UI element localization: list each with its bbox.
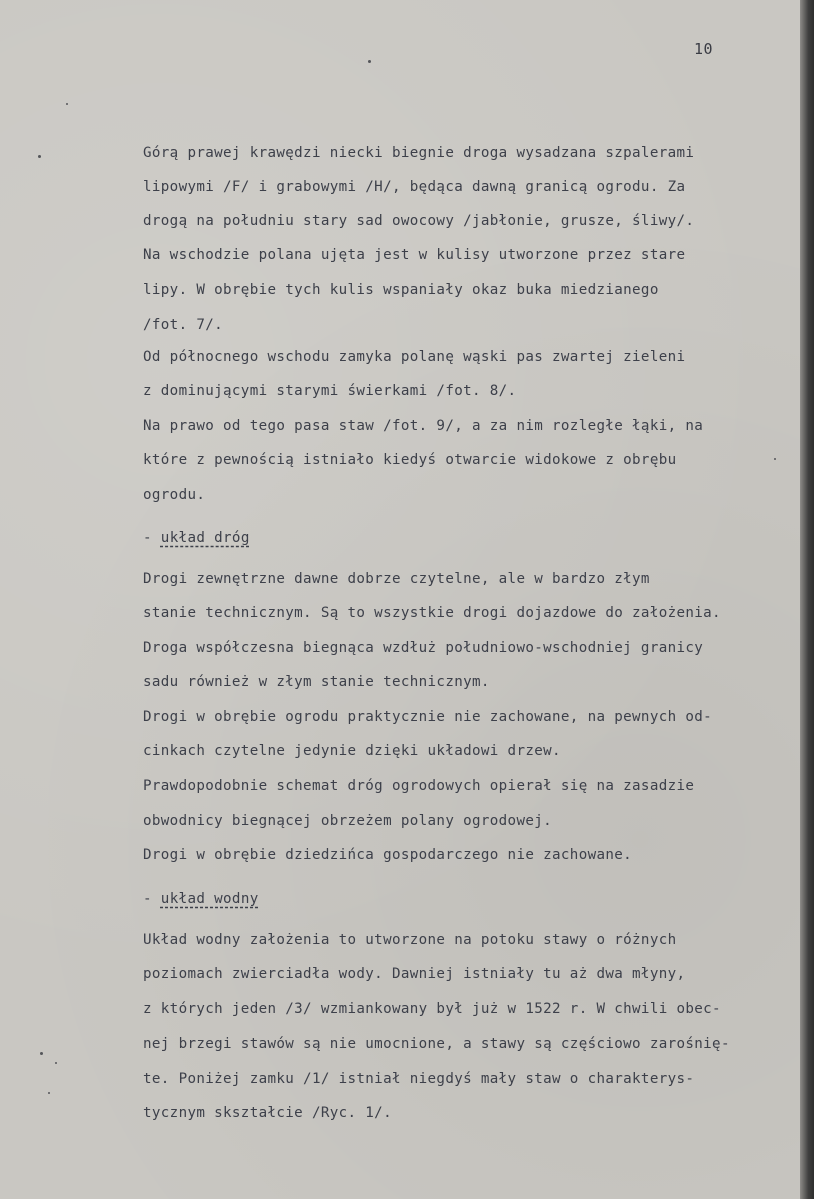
text-line: lipy. W obrębie tych kulis wspaniały okaz buka miedzianego	[143, 282, 659, 298]
section-heading-roads	[143, 530, 250, 546]
text-line: stanie technicznym. Są to wszystkie drogi dojazdowe do założenia.	[143, 605, 721, 621]
text-line: /fot. 7/.	[143, 317, 224, 333]
text-line: Drogi w obrębie ogrodu praktycznie nie zachowane, na pewnych od-	[143, 709, 713, 725]
text-line: Na prawo od tego pasa staw /fot. 9/, a za nim rozległe łąki, na	[143, 418, 704, 434]
text-line: Układ wodny założenia to utworzone na potoku stawy o różnych	[143, 932, 677, 948]
text-line: drogą na południu stary sad owocowy /jabłonie, grusze, śliwy/.	[143, 213, 695, 229]
text-line: Na wschodzie polana ujęta jest w kulisy utworzone przez stare	[143, 247, 686, 263]
text-line: sadu również w złym stanie technicznym.	[143, 674, 490, 690]
text-line: nej brzegi stawów są nie umocnione, a stawy są częściowo zarośnię-	[143, 1036, 730, 1052]
text-line: Od północnego wschodu zamyka polanę wąski pas zwartej zieleni	[143, 349, 686, 365]
page-number: 10	[694, 40, 714, 58]
text-line: które z pewnością istniało kiedyś otwarcie widokowe z obrębu	[143, 452, 677, 468]
text-line: Drogi zewnętrzne dawne dobrze czytelne, ale w bardzo złym	[143, 571, 650, 587]
paper-speck	[55, 1062, 57, 1064]
text-line: cinkach czytelne jedynie dzięki układowi drzew.	[143, 743, 561, 759]
text-line: Drogi w obrębie dziedzińca gospodarczego nie zachowane.	[143, 847, 633, 863]
heading-title: układ wodny	[160, 891, 259, 907]
text-line: Prawdopodobnie schemat dróg ogrodowych opierał się na zasadzie	[143, 778, 695, 794]
paper-speck	[48, 1092, 50, 1094]
text-line: te. Poniżej zamku /1/ istniał niegdyś mały staw o charakterys-	[143, 1071, 695, 1087]
heading-dash: -	[143, 891, 161, 907]
heading-title: układ dróg	[160, 530, 250, 546]
text-line: obwodnicy biegnącej obrzeżem polany ogrodowej.	[143, 813, 553, 829]
text-line: ogrodu.	[143, 487, 206, 503]
text-line: Górą prawej krawędzi niecki biegnie droga wysadzana szpalerami	[143, 145, 695, 161]
paper-speck	[774, 458, 776, 460]
text-line: lipowymi /F/ i grabowymi /H/, będąca dawną granicą ogrodu. Za	[143, 179, 686, 195]
paper-speck	[368, 60, 371, 63]
text-line: z których jeden /3/ wzmiankowany był już w 1522 r. W chwili obec-	[143, 1001, 721, 1017]
paper-speck	[40, 1052, 43, 1055]
text-line: Droga współczesna biegnąca wzdłuż południowo-wschodniej granicy	[143, 640, 704, 656]
text-line: z dominującymi starymi świerkami /fot. 8/.	[143, 383, 517, 399]
paper-speck	[66, 103, 68, 105]
text-line: tycznym skształcie /Ryc. 1/.	[143, 1105, 392, 1121]
section-heading-water	[143, 891, 259, 907]
paper-speck	[38, 155, 41, 158]
heading-dash: -	[143, 530, 161, 546]
text-line: poziomach zwierciadła wody. Dawniej istniały tu aż dwa młyny,	[143, 966, 686, 982]
page-edge-shadow	[800, 0, 814, 1199]
